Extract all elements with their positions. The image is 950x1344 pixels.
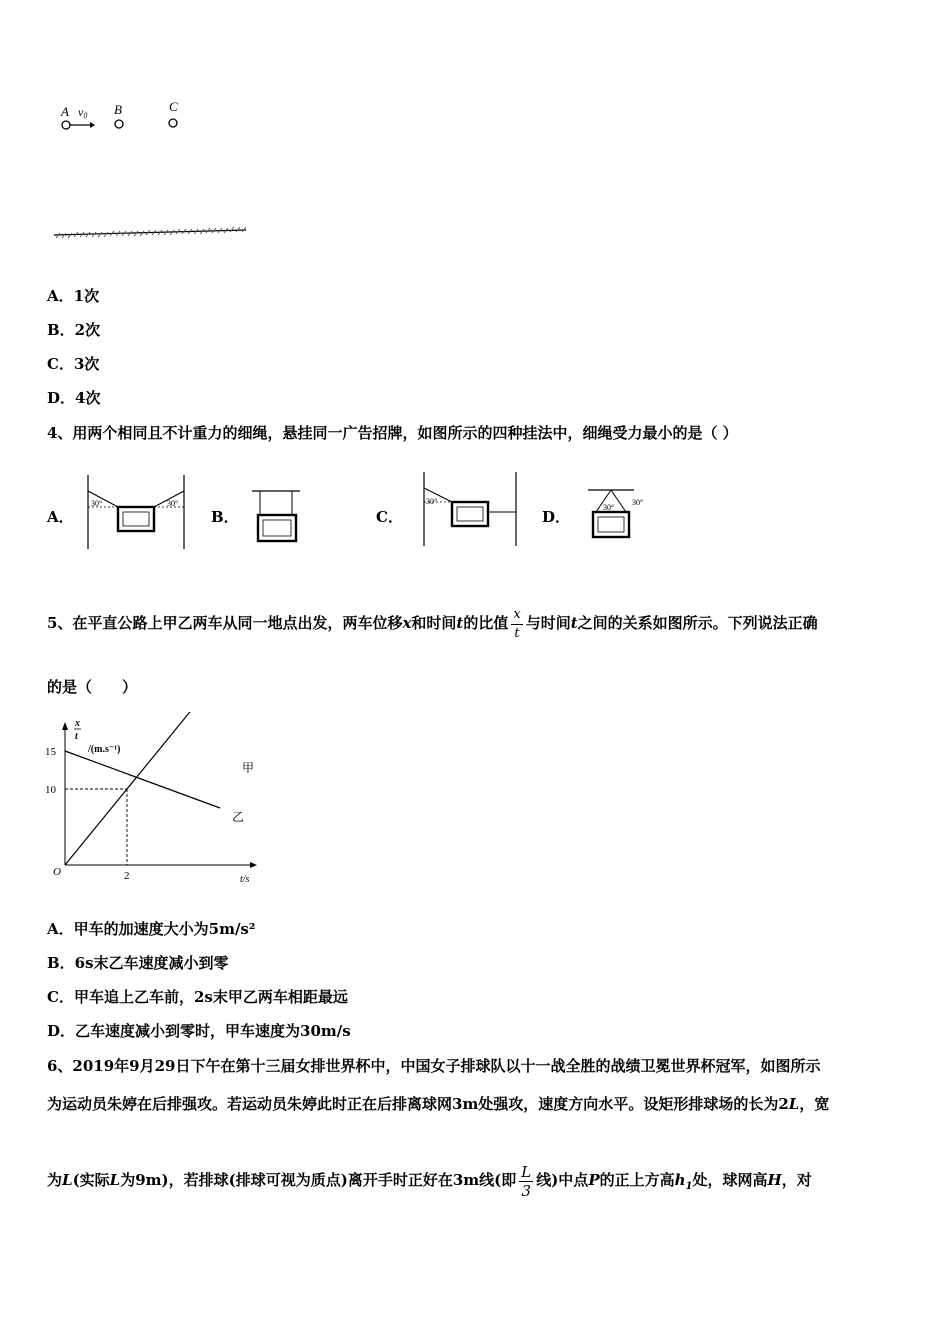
q4d-angle-outer: 30° — [632, 498, 644, 507]
q3-label-v0: v0 — [78, 105, 88, 120]
q5-option-d[interactable]: D．乙车速度减小到零时，甲车速度为30m/s — [47, 1022, 351, 1040]
q4a-angle-left: 30° — [91, 499, 103, 508]
q6-line3: 为L(实际L为9m)，若排球(排球可视为质点)离开手时正好在3m线(即 $\frac{L}{3}$ 线)中点P的正上方高$h_1$处，球网高H，对 — [47, 1162, 812, 1200]
q3-option-d[interactable]: D．4次 — [47, 389, 101, 407]
series-label-jia: 甲 — [242, 761, 255, 775]
q5-chart — [40, 712, 270, 887]
q6-line1: 6、2019年9月29日下午在第十三届女排世界杯中，中国女子排球队以十一战全胜的战绩卫冕世界杯冠军，如图所示 — [47, 1057, 821, 1075]
q5-option-a[interactable]: A．甲车的加速度大小为5m/s² — [47, 920, 256, 938]
q4-option-b-label[interactable]: B． — [211, 508, 239, 526]
y-tick-label-15: 15 — [45, 746, 56, 758]
q3-ball-a — [62, 121, 70, 129]
q4d-angle-inner: 30° — [603, 503, 615, 512]
y-axis-label — [74, 718, 81, 742]
y-label-den: t — [75, 731, 78, 742]
q4-option-a-label[interactable]: A． — [47, 508, 74, 526]
q4-option-c-label[interactable]: C． — [376, 508, 403, 526]
q5-stem-line2: 的是（ ） — [47, 678, 138, 696]
q3-label-c: C — [169, 99, 178, 114]
y-unit-label: /(m.s⁻¹) — [88, 744, 121, 755]
x-axis-label: t/s — [240, 874, 250, 885]
q3-option-c[interactable]: C．3次 — [47, 355, 100, 373]
q4-stem: 4、用两个相同且不计重力的细绳，悬挂同一广告招牌，如图所示的四种挂法中，细绳受力最小的是（ ） — [47, 424, 738, 442]
y-label-num: x — [75, 718, 80, 729]
q3-figure — [50, 95, 260, 245]
q5-option-b[interactable]: B．6s末乙车速度减小到零 — [47, 954, 229, 972]
q6-line2: 为运动员朱婷在后排强攻。若运动员朱婷此时正在后排离球网3m处强攻，速度方向水平。设矩形排球场的长为2L，宽 — [47, 1095, 830, 1113]
q3-ball-c — [169, 119, 177, 127]
q4-figure-c — [420, 470, 520, 548]
q3-ball-b — [115, 120, 123, 128]
q4-figure-a — [84, 473, 190, 551]
q3-ground — [54, 227, 246, 238]
series-line-yi — [65, 751, 220, 808]
y-tick-label-10: 10 — [45, 784, 56, 796]
q3-label-b: B — [114, 102, 122, 117]
q5-stem: 5、在平直公路上甲乙两车从同一地点出发，两车位移x和时间t的比值 $\frac{x}{t}$ 与时间t之间的关系如图所示。下列说法正确 — [47, 606, 818, 641]
q3-option-b[interactable]: B．2次 — [47, 321, 101, 339]
q4-option-d-label[interactable]: D． — [542, 508, 571, 526]
q5-option-c[interactable]: C．甲车追上乙车前，2s末甲乙两车相距最远 — [47, 988, 348, 1006]
q4a-angle-right: 30° — [167, 499, 179, 508]
q5-ratio-fraction: $\frac{x}{t}$ — [513, 606, 521, 641]
q4-figure-b — [250, 485, 310, 545]
series-label-yi: 乙 — [232, 810, 245, 824]
q4c-angle: 30° — [426, 497, 438, 506]
origin-label: O — [53, 866, 61, 878]
q4-figure-d — [584, 484, 654, 546]
q6-fraction: $\frac{L}{3}$ — [521, 1162, 532, 1200]
q3-label-a: A — [61, 104, 69, 119]
q3-option-a[interactable]: A．1次 — [47, 287, 100, 305]
x-tick-label-2: 2 — [124, 870, 130, 882]
series-line-jia — [65, 712, 205, 865]
